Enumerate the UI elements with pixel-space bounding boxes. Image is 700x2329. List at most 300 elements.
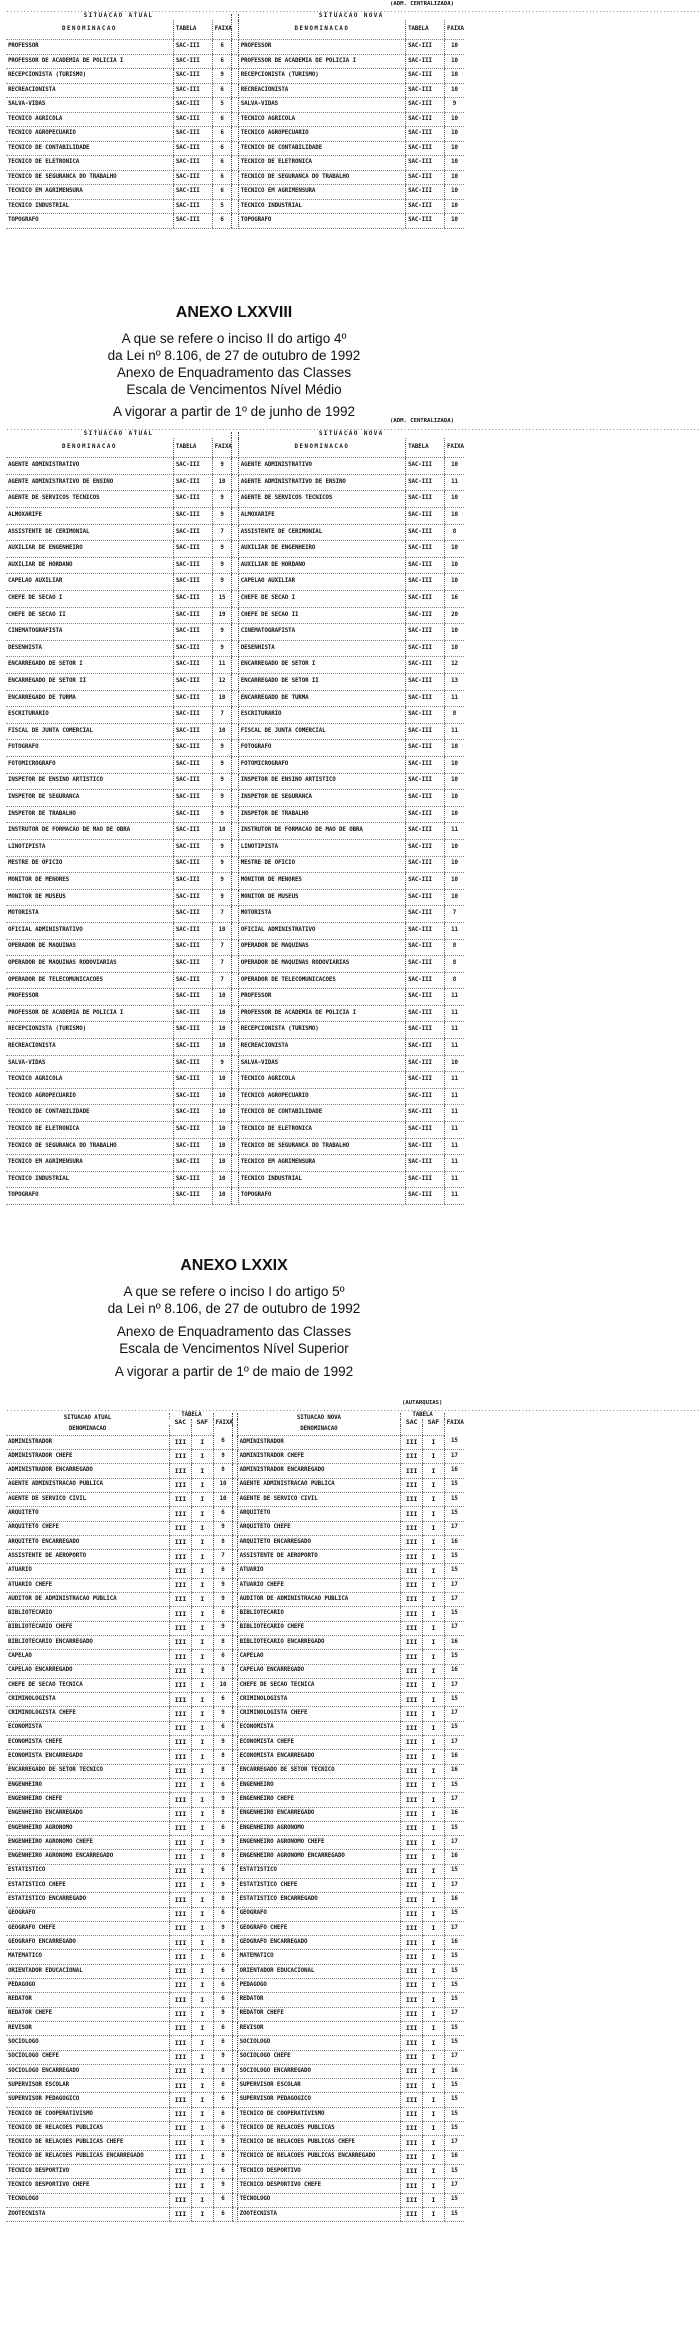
cell-saf-atual: I <box>191 2093 213 2107</box>
table-row <box>6 1507 464 1521</box>
table-row <box>6 1864 464 1878</box>
cell-faixa-nova: 17 <box>444 2179 464 2193</box>
cell-tabela-nova: SAC-III <box>406 922 445 939</box>
cell-denominacao-atual: GEOGRAFO CHEFE <box>6 1921 170 1935</box>
table2-col-faixa-right: FAIXA <box>445 438 465 458</box>
cell-faixa-atual: 9 <box>212 773 231 790</box>
cell-tabela-atual: SAC-III <box>173 214 212 229</box>
cell-sac-atual: III <box>170 1593 192 1607</box>
cell-faixa-atual: 6 <box>213 2036 233 2050</box>
cell-denominacao-nova: OPERADOR DE MAQUINAS <box>238 939 405 956</box>
cell-sac-atual: III <box>170 1750 192 1764</box>
cell-sac-nova: III <box>401 1507 423 1521</box>
cell-tabela-atual: SAC-III <box>173 491 212 508</box>
cell-faixa-atual: 9 <box>212 69 231 84</box>
cell-denominacao-nova: TOPOGRAFO <box>238 214 405 229</box>
table1-col-tabela-right: TABELA <box>406 20 445 40</box>
cell-faixa-atual: 9 <box>212 557 231 574</box>
cell-denominacao-atual: TECNOLOGO <box>6 2193 170 2207</box>
table-row <box>6 1521 464 1535</box>
cell-saf-nova: I <box>423 1521 445 1535</box>
cell-sac-atual: III <box>170 1607 192 1621</box>
cell-tabela-nova: SAC-III <box>406 1138 445 1155</box>
cell-sac-nova: III <box>401 1721 423 1735</box>
table-row <box>6 491 464 508</box>
table3-left-title: SITUACAO ATUAL <box>63 1415 112 1422</box>
cell-saf-atual: I <box>191 2107 213 2121</box>
cell-faixa-nova: 17 <box>444 1736 464 1750</box>
table-row <box>6 2021 464 2035</box>
cell-faixa-atual: 9 <box>213 1793 233 1807</box>
table-row <box>6 1122 464 1139</box>
cell-denominacao-atual: TECNICO DE RELACOES PUBLICAS <box>6 2122 170 2136</box>
cell-denominacao-nova: GEOGRAFO CHEFE <box>237 1921 401 1935</box>
table1-corner-note: (ADM. CENTRALIZADA) <box>390 1 454 7</box>
cell-saf-nova: I <box>423 1621 445 1635</box>
cell-tabela-atual: SAC-III <box>173 1105 212 1122</box>
cell-denominacao-atual: ECONOMISTA <box>6 1721 170 1735</box>
table-row <box>6 806 464 823</box>
cell-sac-nova: III <box>401 1521 423 1535</box>
cell-faixa-nova: 15 <box>444 1435 464 1449</box>
cell-tabela-nova: SAC-III <box>406 674 445 691</box>
cell-saf-atual: I <box>191 1921 213 1935</box>
annex3-header <box>0 1257 468 1380</box>
cell-denominacao-atual: CHEFE DE SECAO I <box>6 591 173 608</box>
cell-saf-atual: I <box>191 1707 213 1721</box>
cell-faixa-atual: 9 <box>212 541 231 558</box>
cell-tabela-atual: SAC-III <box>173 1039 212 1056</box>
cell-sac-nova: III <box>401 1621 423 1635</box>
cell-faixa-nova: 15 <box>444 2079 464 2093</box>
cell-sac-nova: III <box>401 1921 423 1935</box>
table-row <box>6 214 464 229</box>
cell-sac-atual: III <box>170 1836 192 1850</box>
cell-faixa-atual: 8 <box>213 1664 233 1678</box>
cell-saf-nova: I <box>423 1936 445 1950</box>
cell-tabela-atual: SAC-III <box>173 889 212 906</box>
table-row <box>6 972 464 989</box>
cell-saf-atual: I <box>191 1836 213 1850</box>
table-row <box>6 674 464 691</box>
cell-faixa-atual: 10 <box>212 1005 231 1022</box>
cell-sac-nova: III <box>401 1550 423 1564</box>
cell-saf-atual: I <box>191 1621 213 1635</box>
cell-tabela-atual: SAC-III <box>173 199 212 214</box>
cell-denominacao-atual: BIBLIOTECARIO CHEFE <box>6 1621 170 1635</box>
cell-faixa-atual: 9 <box>212 1055 231 1072</box>
cell-saf-atual: I <box>191 1793 213 1807</box>
cell-saf-atual: I <box>191 2193 213 2207</box>
cell-denominacao-atual: REDATOR <box>6 1993 170 2007</box>
table-row <box>6 1188 464 1205</box>
table2-col-denom-left: DENOMINACAO <box>62 443 117 450</box>
cell-denominacao-nova: OFICIAL ADMINISTRATIVO <box>238 922 405 939</box>
cell-sac-atual: III <box>170 1464 192 1478</box>
cell-denominacao-atual: SUPERVISOR ESCOLAR <box>6 2079 170 2093</box>
cell-saf-nova: I <box>423 1507 445 1521</box>
cell-denominacao-atual: LINOTIPISTA <box>6 839 173 856</box>
cell-faixa-nova: 15 <box>444 2122 464 2136</box>
cell-faixa-nova: 17 <box>444 1879 464 1893</box>
cell-tabela-atual: SAC-III <box>173 1138 212 1155</box>
cell-tabela-nova: SAC-III <box>406 98 445 113</box>
cell-denominacao-atual: SOCIOLOGO ENCARREGADO <box>6 2064 170 2078</box>
cell-denominacao-nova: FISCAL DE JUNTA COMERCIAL <box>238 723 405 740</box>
cell-faixa-atual: 10 <box>213 1478 233 1492</box>
table-row <box>6 906 464 923</box>
cell-saf-nova: I <box>423 1993 445 2007</box>
cell-saf-atual: I <box>191 1535 213 1549</box>
table3 <box>6 1413 464 2222</box>
cell-saf-atual: I <box>191 1979 213 1993</box>
cell-faixa-nova: 15 <box>444 1492 464 1506</box>
cell-tabela-atual: SAC-III <box>173 1171 212 1188</box>
cell-denominacao-atual: BIBLIOTECARIO ENCARREGADO <box>6 1635 170 1649</box>
cell-tabela-atual: SAC-III <box>173 806 212 823</box>
table2-col-denom-right: DENOMINACAO <box>294 443 350 450</box>
cell-tabela-nova: SAC-III <box>406 1039 445 1056</box>
cell-faixa-nova: 10 <box>445 127 465 142</box>
cell-denominacao-atual: AGENTE ADMINISTRACAO PUBLICA <box>6 1478 170 1492</box>
cell-sac-nova: III <box>401 1764 423 1778</box>
cell-faixa-atual: 9 <box>212 740 231 757</box>
cell-denominacao-atual: GEOGRAFO <box>6 1907 170 1921</box>
table-row <box>6 1807 464 1821</box>
annex3-line4: Escala de Vencimentos Nível Superior <box>119 1341 349 1356</box>
cell-saf-atual: I <box>191 1507 213 1521</box>
cell-faixa-nova: 10 <box>445 40 465 55</box>
cell-saf-nova: I <box>423 2207 445 2221</box>
cell-denominacao-nova: TECNICO DE CONTABILIDADE <box>238 141 405 156</box>
cell-denominacao-nova: CHEFE DE SECAO TECNICA <box>237 1678 401 1692</box>
cell-denominacao-nova: ENGENHEIRO <box>237 1778 401 1792</box>
cell-denominacao-atual: OPERADOR DE MAQUINAS <box>6 939 173 956</box>
cell-faixa-nova: 17 <box>444 1678 464 1692</box>
cell-tabela-nova: SAC-III <box>406 574 445 591</box>
cell-faixa-nova: 17 <box>444 1578 464 1592</box>
table-row <box>6 1072 464 1089</box>
annex3-title: ANEXO LXXIX <box>180 1257 288 1274</box>
table3-col-saf-right: SAF <box>423 1419 445 1426</box>
cell-faixa-nova: 10 <box>445 156 465 171</box>
cell-denominacao-atual: TOPOGRAFO <box>6 1188 173 1205</box>
cell-saf-atual: I <box>191 1564 213 1578</box>
cell-denominacao-atual: TECNICO DE RELACOES PUBLICAS ENCARREGADO <box>6 2150 170 2164</box>
table-row <box>6 1736 464 1750</box>
cell-faixa-atual: 10 <box>212 1122 231 1139</box>
cell-faixa-nova: 10 <box>445 839 465 856</box>
cell-sac-nova: III <box>401 1593 423 1607</box>
cell-tabela-atual: SAC-III <box>173 823 212 840</box>
cell-tabela-atual: SAC-III <box>173 690 212 707</box>
table-row <box>6 2107 464 2121</box>
cell-denominacao-nova: SALVA-VIDAS <box>238 1055 405 1072</box>
cell-faixa-atual: 9 <box>213 2136 233 2150</box>
cell-faixa-atual: 6 <box>212 170 231 185</box>
cell-tabela-nova: SAC-III <box>406 690 445 707</box>
cell-saf-atual: I <box>191 1764 213 1778</box>
cell-saf-atual: I <box>191 2136 213 2150</box>
cell-sac-atual: III <box>170 1721 192 1735</box>
cell-denominacao-atual: AUDITOR DE ADMINISTRACAO PUBLICA <box>6 1593 170 1607</box>
cell-sac-nova: III <box>401 2021 423 2035</box>
cell-denominacao-nova: TOPOGRAFO <box>238 1188 405 1205</box>
cell-saf-atual: I <box>191 1821 213 1835</box>
cell-denominacao-nova: ESCRITURARIO <box>238 707 405 724</box>
cell-denominacao-atual: AUXILIAR DE HORDANO <box>6 557 173 574</box>
cell-saf-nova: I <box>423 1821 445 1835</box>
table-row <box>6 707 464 724</box>
cell-tabela-nova: SAC-III <box>406 773 445 790</box>
cell-denominacao-nova: BIBLIOTECARIO ENCARREGADO <box>237 1635 401 1649</box>
cell-denominacao-atual: TECNICO EM AGRIMENSURA <box>6 1155 173 1172</box>
cell-denominacao-nova: TECNICO AGROPECUARIO <box>238 1088 405 1105</box>
cell-faixa-atual: 9 <box>212 508 231 525</box>
cell-denominacao-atual: BIBLIOTECARIO <box>6 1607 170 1621</box>
cell-tabela-atual: SAC-III <box>173 557 212 574</box>
cell-sac-nova: III <box>401 1893 423 1907</box>
table-row <box>6 823 464 840</box>
cell-denominacao-atual: FISCAL DE JUNTA COMERCIAL <box>6 723 173 740</box>
cell-saf-nova: I <box>423 1921 445 1935</box>
table-row <box>6 740 464 757</box>
cell-faixa-atual: 9 <box>212 491 231 508</box>
cell-faixa-atual: 6 <box>213 1979 233 1993</box>
cell-saf-nova: I <box>423 1650 445 1664</box>
cell-sac-nova: III <box>401 2122 423 2136</box>
table-row <box>6 839 464 856</box>
cell-tabela-atual: SAC-III <box>173 524 212 541</box>
cell-denominacao-atual: AGENTE ADMINISTRATIVO <box>6 458 173 475</box>
cell-faixa-atual: 9 <box>213 1879 233 1893</box>
cell-faixa-nova: 17 <box>444 1921 464 1935</box>
cell-sac-nova: III <box>401 1979 423 1993</box>
cell-sac-atual: III <box>170 2179 192 2193</box>
cell-faixa-nova: 15 <box>444 1693 464 1707</box>
cell-faixa-nova: 15 <box>444 1607 464 1621</box>
cell-tabela-atual: SAC-III <box>173 98 212 113</box>
cell-denominacao-atual: CAPELAO ENCARREGADO <box>6 1664 170 1678</box>
cell-faixa-nova: 11 <box>445 1138 465 1155</box>
cell-sac-atual: III <box>170 2036 192 2050</box>
cell-saf-nova: I <box>423 1721 445 1735</box>
cell-denominacao-atual: PEDAGOGO <box>6 1979 170 1993</box>
cell-denominacao-nova: MOTORISTA <box>238 906 405 923</box>
cell-denominacao-atual: ARQUITETO CHEFE <box>6 1521 170 1535</box>
cell-sac-nova: III <box>401 1950 423 1964</box>
cell-tabela-nova: SAC-III <box>406 541 445 558</box>
table1-left-title: SITUACAO ATUAL <box>83 13 154 19</box>
cell-faixa-atual: 8 <box>213 2064 233 2078</box>
cell-sac-nova: III <box>401 2164 423 2178</box>
cell-tabela-atual: SAC-III <box>173 1088 212 1105</box>
cell-tabela-atual: SAC-III <box>173 83 212 98</box>
cell-saf-atual: I <box>191 1778 213 1792</box>
table-row <box>6 1893 464 1907</box>
cell-sac-atual: III <box>170 2150 192 2164</box>
cell-faixa-nova: 16 <box>444 1936 464 1950</box>
cell-denominacao-nova: ENCARREGADO DE SETOR II <box>238 674 405 691</box>
cell-faixa-nova: 20 <box>445 607 465 624</box>
table-row <box>6 98 464 113</box>
cell-tabela-nova: SAC-III <box>406 127 445 142</box>
table-row <box>6 69 464 84</box>
cell-faixa-nova: 15 <box>444 2036 464 2050</box>
cell-sac-nova: III <box>401 1535 423 1549</box>
cell-denominacao-nova: ASSISTENTE DE AEROPORTO <box>237 1550 401 1564</box>
cell-faixa-atual: 6 <box>213 2164 233 2178</box>
cell-denominacao-nova: SOCIOLOGO CHEFE <box>237 2050 401 2064</box>
cell-saf-atual: I <box>191 1450 213 1464</box>
cell-tabela-atual: SAC-III <box>173 474 212 491</box>
cell-saf-nova: I <box>423 1736 445 1750</box>
cell-faixa-atual: 9 <box>212 756 231 773</box>
cell-tabela-atual: SAC-III <box>173 740 212 757</box>
cell-denominacao-atual: TECNICO AGRICOLA <box>6 1072 173 1089</box>
cell-denominacao-nova: CAPELAO <box>237 1650 401 1664</box>
cell-denominacao-atual: MESTRE DE OFICIO <box>6 856 173 873</box>
cell-tabela-nova: SAC-III <box>406 54 445 69</box>
cell-faixa-atual: 6 <box>213 1650 233 1664</box>
cell-saf-nova: I <box>423 1793 445 1807</box>
cell-tabela-atual: SAC-III <box>173 607 212 624</box>
cell-faixa-nova: 16 <box>445 591 465 608</box>
cell-faixa-nova: 10 <box>445 806 465 823</box>
cell-denominacao-atual: ENGENHEIRO CHEFE <box>6 1793 170 1807</box>
cell-tabela-atual: SAC-III <box>173 773 212 790</box>
cell-faixa-atual: 6 <box>213 1721 233 1735</box>
cell-sac-atual: III <box>170 1936 192 1950</box>
cell-denominacao-atual: TECNICO AGROPECUARIO <box>6 127 173 142</box>
cell-denominacao-nova: OPERADOR DE TELECOMUNICACOES <box>238 972 405 989</box>
cell-denominacao-atual: RECEPCIONISTA (TURISMO) <box>6 1022 173 1039</box>
cell-saf-nova: I <box>423 1550 445 1564</box>
cell-denominacao-atual: CAPELAO AUXILIAR <box>6 574 173 591</box>
cell-sac-nova: III <box>401 1492 423 1506</box>
table-row <box>6 939 464 956</box>
cell-denominacao-atual: ORIENTADOR EDUCACIONAL <box>6 1964 170 1978</box>
table-row <box>6 1635 464 1649</box>
cell-faixa-atual: 9 <box>212 640 231 657</box>
table-row <box>6 1650 464 1664</box>
annex3-line1: A que se refere o inciso I do artigo 5º <box>123 1284 345 1299</box>
cell-sac-atual: III <box>170 1778 192 1792</box>
cell-denominacao-nova: AGENTE ADMINISTRATIVO <box>238 458 405 475</box>
cell-faixa-nova: 10 <box>445 214 465 229</box>
cell-denominacao-atual: SALVA-VIDAS <box>6 1055 173 1072</box>
table2-right-title: SITUACAO NOVA <box>318 431 384 437</box>
cell-denominacao-nova: AUXILIAR DE ENGENHEIRO <box>238 541 405 558</box>
cell-faixa-atual: 9 <box>212 806 231 823</box>
cell-tabela-atual: SAC-III <box>173 1055 212 1072</box>
cell-denominacao-nova: BIBLIOTECARIO CHEFE <box>237 1621 401 1635</box>
cell-denominacao-atual: TECNICO DE RELACOES PUBLICAS CHEFE <box>6 2136 170 2150</box>
cell-saf-nova: I <box>423 1764 445 1778</box>
cell-faixa-nova: 15 <box>444 2193 464 2207</box>
cell-saf-nova: I <box>423 1464 445 1478</box>
cell-faixa-nova: 10 <box>445 541 465 558</box>
cell-denominacao-atual: INSPETOR DE ENSINO ARTISTICO <box>6 773 173 790</box>
cell-saf-nova: I <box>423 1707 445 1721</box>
cell-tabela-nova: SAC-III <box>406 1171 445 1188</box>
cell-faixa-nova: 8 <box>445 707 465 724</box>
cell-denominacao-nova: ECONOMISTA ENCARREGADO <box>237 1750 401 1764</box>
cell-faixa-atual: 10 <box>212 1105 231 1122</box>
cell-faixa-atual: 10 <box>213 1678 233 1692</box>
cell-denominacao-nova: TECNICO DE RELACOES PUBLICAS CHEFE <box>237 2136 401 2150</box>
cell-faixa-atual: 6 <box>212 185 231 200</box>
cell-faixa-nova: 17 <box>444 1707 464 1721</box>
cell-denominacao-atual: ESTATISTICO ENCARREGADO <box>6 1893 170 1907</box>
cell-sac-nova: III <box>401 1964 423 1978</box>
cell-faixa-nova: 15 <box>444 1478 464 1492</box>
cell-denominacao-nova: DESENHISTA <box>238 640 405 657</box>
cell-denominacao-nova: ENGENHEIRO AGRONOMO <box>237 1821 401 1835</box>
cell-faixa-atual: 6 <box>212 127 231 142</box>
cell-faixa-nova: 15 <box>444 2207 464 2221</box>
table-row <box>6 1578 464 1592</box>
cell-denominacao-nova: INSTRUTOR DE FORMACAO DE MAO DE OBRA <box>238 823 405 840</box>
cell-faixa-nova: 11 <box>445 1188 465 1205</box>
annex3-line3: Anexo de Enquadramento das Classes <box>116 1324 352 1339</box>
cell-sac-atual: III <box>170 1864 192 1878</box>
cell-denominacao-atual: ENCARREGADO DE SETOR TECNICO <box>6 1764 170 1778</box>
cell-denominacao-nova: RECEPCIONISTA (TURISMO) <box>238 1022 405 1039</box>
table-row <box>6 156 464 171</box>
cell-denominacao-nova: GEOGRAFO ENCARREGADO <box>237 1936 401 1950</box>
cell-sac-nova: III <box>401 2107 423 2121</box>
table-row <box>6 1907 464 1921</box>
cell-denominacao-nova: REVISOR <box>237 2021 401 2035</box>
cell-denominacao-nova: AGENTE DE SERVICOS TECNICOS <box>238 491 405 508</box>
cell-denominacao-atual: TECNICO DESPORTIVO <box>6 2164 170 2178</box>
table3-col-tabela-left: TABELA <box>170 1413 214 1419</box>
cell-saf-nova: I <box>423 2150 445 2164</box>
cell-faixa-atual: 6 <box>213 2207 233 2221</box>
cell-denominacao-nova: SUPERVISOR ESCOLAR <box>237 2079 401 2093</box>
cell-faixa-atual: 19 <box>212 607 231 624</box>
table-row <box>6 2136 464 2150</box>
cell-denominacao-atual: CRIMINOLOGISTA CHEFE <box>6 1707 170 1721</box>
table-row <box>6 1836 464 1850</box>
cell-denominacao-nova: PROFESSOR <box>238 40 405 55</box>
table-row <box>6 956 464 973</box>
cell-faixa-atual: 6 <box>213 2193 233 2207</box>
table-row <box>6 2207 464 2221</box>
cell-faixa-atual: 10 <box>212 1138 231 1155</box>
cell-denominacao-atual: TECNICO INDUSTRIAL <box>6 199 173 214</box>
annex2-line2: da Lei nº 8.106, de 27 de outubro de 1992 <box>107 348 361 363</box>
cell-tabela-nova: SAC-III <box>406 823 445 840</box>
table-row <box>6 1155 464 1172</box>
cell-denominacao-nova: TECNICO INDUSTRIAL <box>238 199 405 214</box>
table3-right-title: SITUACAO NOVA <box>296 1415 341 1422</box>
cell-faixa-atual: 7 <box>213 1550 233 1564</box>
table1-col-tabela-left: TABELA <box>173 20 212 40</box>
cell-tabela-nova: SAC-III <box>406 1072 445 1089</box>
cell-denominacao-nova: ENGENHEIRO ENCARREGADO <box>237 1807 401 1821</box>
cell-sac-nova: III <box>401 1864 423 1878</box>
table3-col-saf-left: SAF <box>191 1419 213 1426</box>
cell-denominacao-atual: TECNICO EM AGRIMENSURA <box>6 185 173 200</box>
table3-col-sac-right: SAC <box>401 1419 423 1426</box>
cell-sac-atual: III <box>170 1650 192 1664</box>
cell-faixa-atual: 9 <box>213 2050 233 2064</box>
cell-faixa-atual: 7 <box>212 906 231 923</box>
cell-tabela-nova: SAC-III <box>406 707 445 724</box>
table2-top-rule: .............................................................................................................................................................................................................. <box>6 426 700 432</box>
